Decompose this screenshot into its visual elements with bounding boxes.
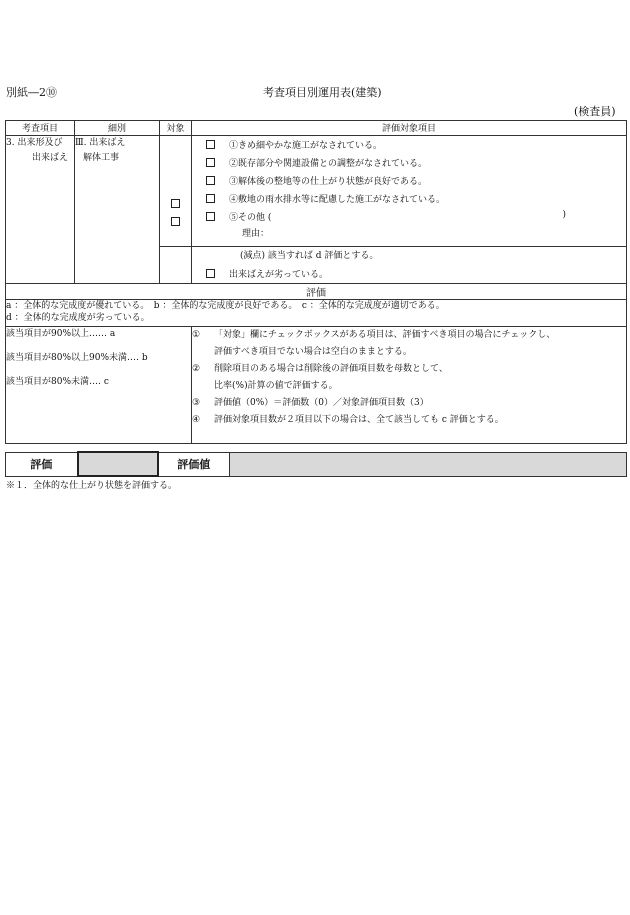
eval-item <box>192 190 626 208</box>
item-checkbox-2[interactable] <box>206 158 215 167</box>
footer-table <box>5 451 627 477</box>
target-checkbox-4[interactable] <box>171 199 180 208</box>
genten-rule: (減点) 該当すれば d 評価とする。 <box>240 251 379 261</box>
footnote: ※１．全体的な仕上がり状態を評価する。 <box>6 481 178 491</box>
genten-target-cell <box>160 247 192 284</box>
header-subcategory: 細別 <box>75 121 160 136</box>
note-3: ③ 評価値（0%）＝評価数（0）／対象評価項目数（3） <box>192 398 429 408</box>
genten-checkbox[interactable] <box>206 269 215 278</box>
definitions-line1: a ：全体的な完成度が優れている。 b ：全体的な完成度が良好である。 c ：全体的な完成度が適切である。 <box>6 301 445 311</box>
subcategory-cell <box>75 136 160 284</box>
thresholds-cell <box>6 327 192 444</box>
target-checkbox-5[interactable] <box>171 217 180 226</box>
page-title: 考査項目別運用表(建築) <box>263 86 382 99</box>
eval-item <box>192 208 626 226</box>
item-checkbox-3[interactable] <box>206 176 215 185</box>
item-text-1: ①きめ細やかな施工がなされている。 <box>229 141 383 151</box>
category-cell <box>6 136 75 284</box>
item-text-3: ③解体後の整地等の仕上がり状態が良好である。 <box>229 177 428 187</box>
definitions-cell <box>6 300 627 327</box>
note-4: ④ 評価対象項目数が２項目以下の場合は、全て該当しても c 評価とする。 <box>192 415 504 425</box>
item-text-4: ④敷地の雨水排水等に配慮した施工がなされている。 <box>229 195 446 205</box>
form-number: 別紙―2⑩ <box>6 86 57 99</box>
definitions-row <box>6 300 627 327</box>
threshold-c: 該当項目が80%未満‥‥ c <box>6 377 109 387</box>
items-cell <box>192 136 627 247</box>
rules-row <box>6 327 627 444</box>
evaluation-table <box>5 120 627 444</box>
subcategory-line2: 解体工事 <box>83 153 120 163</box>
note-1: ① 「対象」欄にチェックボックスがある項目は、評価すべき項目の場合にチェックし、 <box>192 330 556 340</box>
header-eval-items: 評価対象項目 <box>192 121 627 136</box>
genten-item <box>192 265 626 283</box>
eval-label: 評価 <box>6 452 78 476</box>
target-cell <box>160 136 192 247</box>
threshold-b: 該当項目が80%以上90%未満‥‥ b <box>6 353 148 363</box>
evaluation-heading-row <box>6 284 627 300</box>
reason-row <box>192 226 626 240</box>
note-2: ② 削除項目のある場合は削除後の評価項目数を母数として、 <box>192 364 448 374</box>
header-target: 対象 <box>160 121 192 136</box>
evaluation-heading: 評価 <box>6 284 627 300</box>
item-text-5: ⑤その他 ( <box>229 213 272 223</box>
threshold-a: 該当項目が90%以上‥‥‥ a <box>6 329 116 339</box>
header-category: 考査項目 <box>6 121 75 136</box>
item-checkbox-5[interactable] <box>206 212 215 221</box>
note-1-cont: 評価すべき項目でない場合は空白のままとする。 <box>214 347 412 357</box>
eval-item <box>192 136 626 154</box>
item-text-2: ②既存部分や関連設備との調整がなされている。 <box>229 159 428 169</box>
note-2-cont: 比率(%)計算の値で評価する。 <box>214 381 338 391</box>
reason-label: 理由： <box>242 229 270 239</box>
eval-item <box>192 172 626 190</box>
table-header-row <box>6 121 627 136</box>
item-checkbox-4[interactable] <box>206 194 215 203</box>
category-line2: 出来ばえ <box>32 153 69 163</box>
eval-input[interactable] <box>78 452 158 476</box>
genten-text: 出来ばえが劣っている。 <box>229 270 329 280</box>
category-line1: 3. 出来形及び <box>6 138 63 148</box>
definitions-line2: d ：全体的な完成度が劣っている。 <box>6 313 150 323</box>
item-checkbox-1[interactable] <box>206 140 215 149</box>
items-row <box>6 136 627 247</box>
eval-value-label: 評価値 <box>158 452 230 476</box>
eval-value-field[interactable] <box>230 452 627 476</box>
subcategory-line1: Ⅲ. 出来ばえ <box>75 138 126 148</box>
genten-cell <box>192 247 627 284</box>
item-close-paren: ) <box>562 210 566 220</box>
inspector-label: (検査員) <box>574 105 616 118</box>
eval-item <box>192 154 626 172</box>
notes-cell <box>192 327 627 444</box>
